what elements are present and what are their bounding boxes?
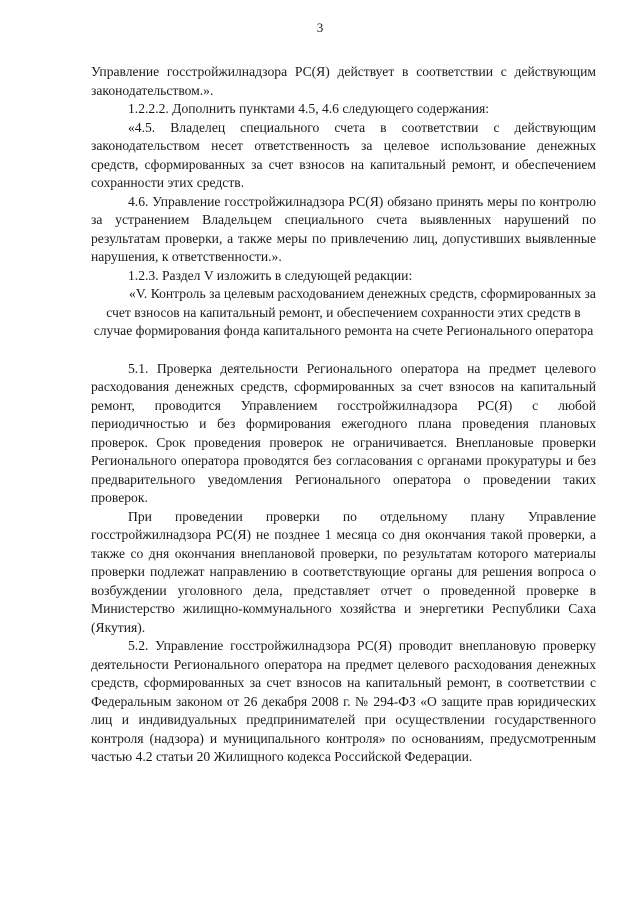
paragraph-clause-5-1-reporting: При проведении проверки по отдельному плану Управление госстройжилнадзора РС(Я) не позднее 1 месяца со дня окончания такой проверки, а также со дня окончания внеплановой проверки, по результатам которого материалы проверки подлежат направлению в соответствующие органы для решения вопроса о возбуждении уголовного дела, представляет отчет о проведенной проверке в Министерство жилищно-коммунального хозяйства и энергетики Республики Саха (Якутия).	[91, 508, 596, 635]
paragraph-clause-5-1: 5.1. Проверка деятельности Регионального оператора на предмет целевого расходования денежных средств, сформированных за счет взносов на капитальный ремонт, проводится Управлением госстройжилнадзора РС(Я) с любой периодичностью и без формирования ежегодного плана проведения плановых проверок. Срок проведения проверок не ограничивается. Внеплановые проверки Регионального оператора проводятся без согласования с органами прокуратуры и без предварительного уведомления Регионального оператора о проведении таких проверок.	[91, 360, 596, 505]
paragraph-clause-4-6: 4.6. Управление госстройжилнадзора РС(Я) обязано принять меры по контролю за устранением Владельцем специального счета выявленных нарушений по результатам проверки, а также меры по привлечению лиц, допустивших выявленные нарушения, к ответственности.».	[91, 193, 596, 264]
paragraph-amendment-1-2-2-2: 1.2.2.2. Дополнить пунктами 4.5, 4.6 следующего содержания:	[128, 101, 490, 116]
paragraph-amendment-1-2-3: 1.2.3. Раздел V изложить в следующей редакции:	[128, 267, 413, 283]
paragraph-continuation: Управление госстройжилнадзора РС(Я) действует в соответствии с действующим законодательством.».	[91, 64, 596, 98]
section-v-heading: «V. Контроль за целевым расходованием денежных средств, сформированных за счет взносов на капитальный ремонт, и обеспечением сохранности этих средств в случае формирования фонда капитального ремонта на счете Регионального оператора	[93, 286, 596, 338]
document-body	[91, 63, 596, 767]
paragraph-clause-5-2: 5.2. Управление госстройжилнадзора РС(Я) проводит внеплановую проверку деятельности Регионального оператора на предмет целевого расходования денежных средств, сформированных за счет взносов на капитальный ремонт, в соответствии с Федеральным законом от 26 декабря 2008 г. № 294-ФЗ «О защите прав юридических лиц и индивидуальных предпринимателей при осуществлении государственного контроля (надзора) и муниципального контроля» по основаниям, предусмотренным частью 4.2 статьи 20 Жилищного кодекса Российской Федерации.	[91, 638, 596, 764]
page-number: 3	[316, 20, 324, 35]
paragraph-clause-4-5: «4.5. Владелец специального счета в соответствии с действующим законодательством несет ответственность за целевое использование денежных средств, сформированных за счет взносов на капитальный ремонт, и обеспечением сохранности этих средств.	[91, 119, 596, 190]
